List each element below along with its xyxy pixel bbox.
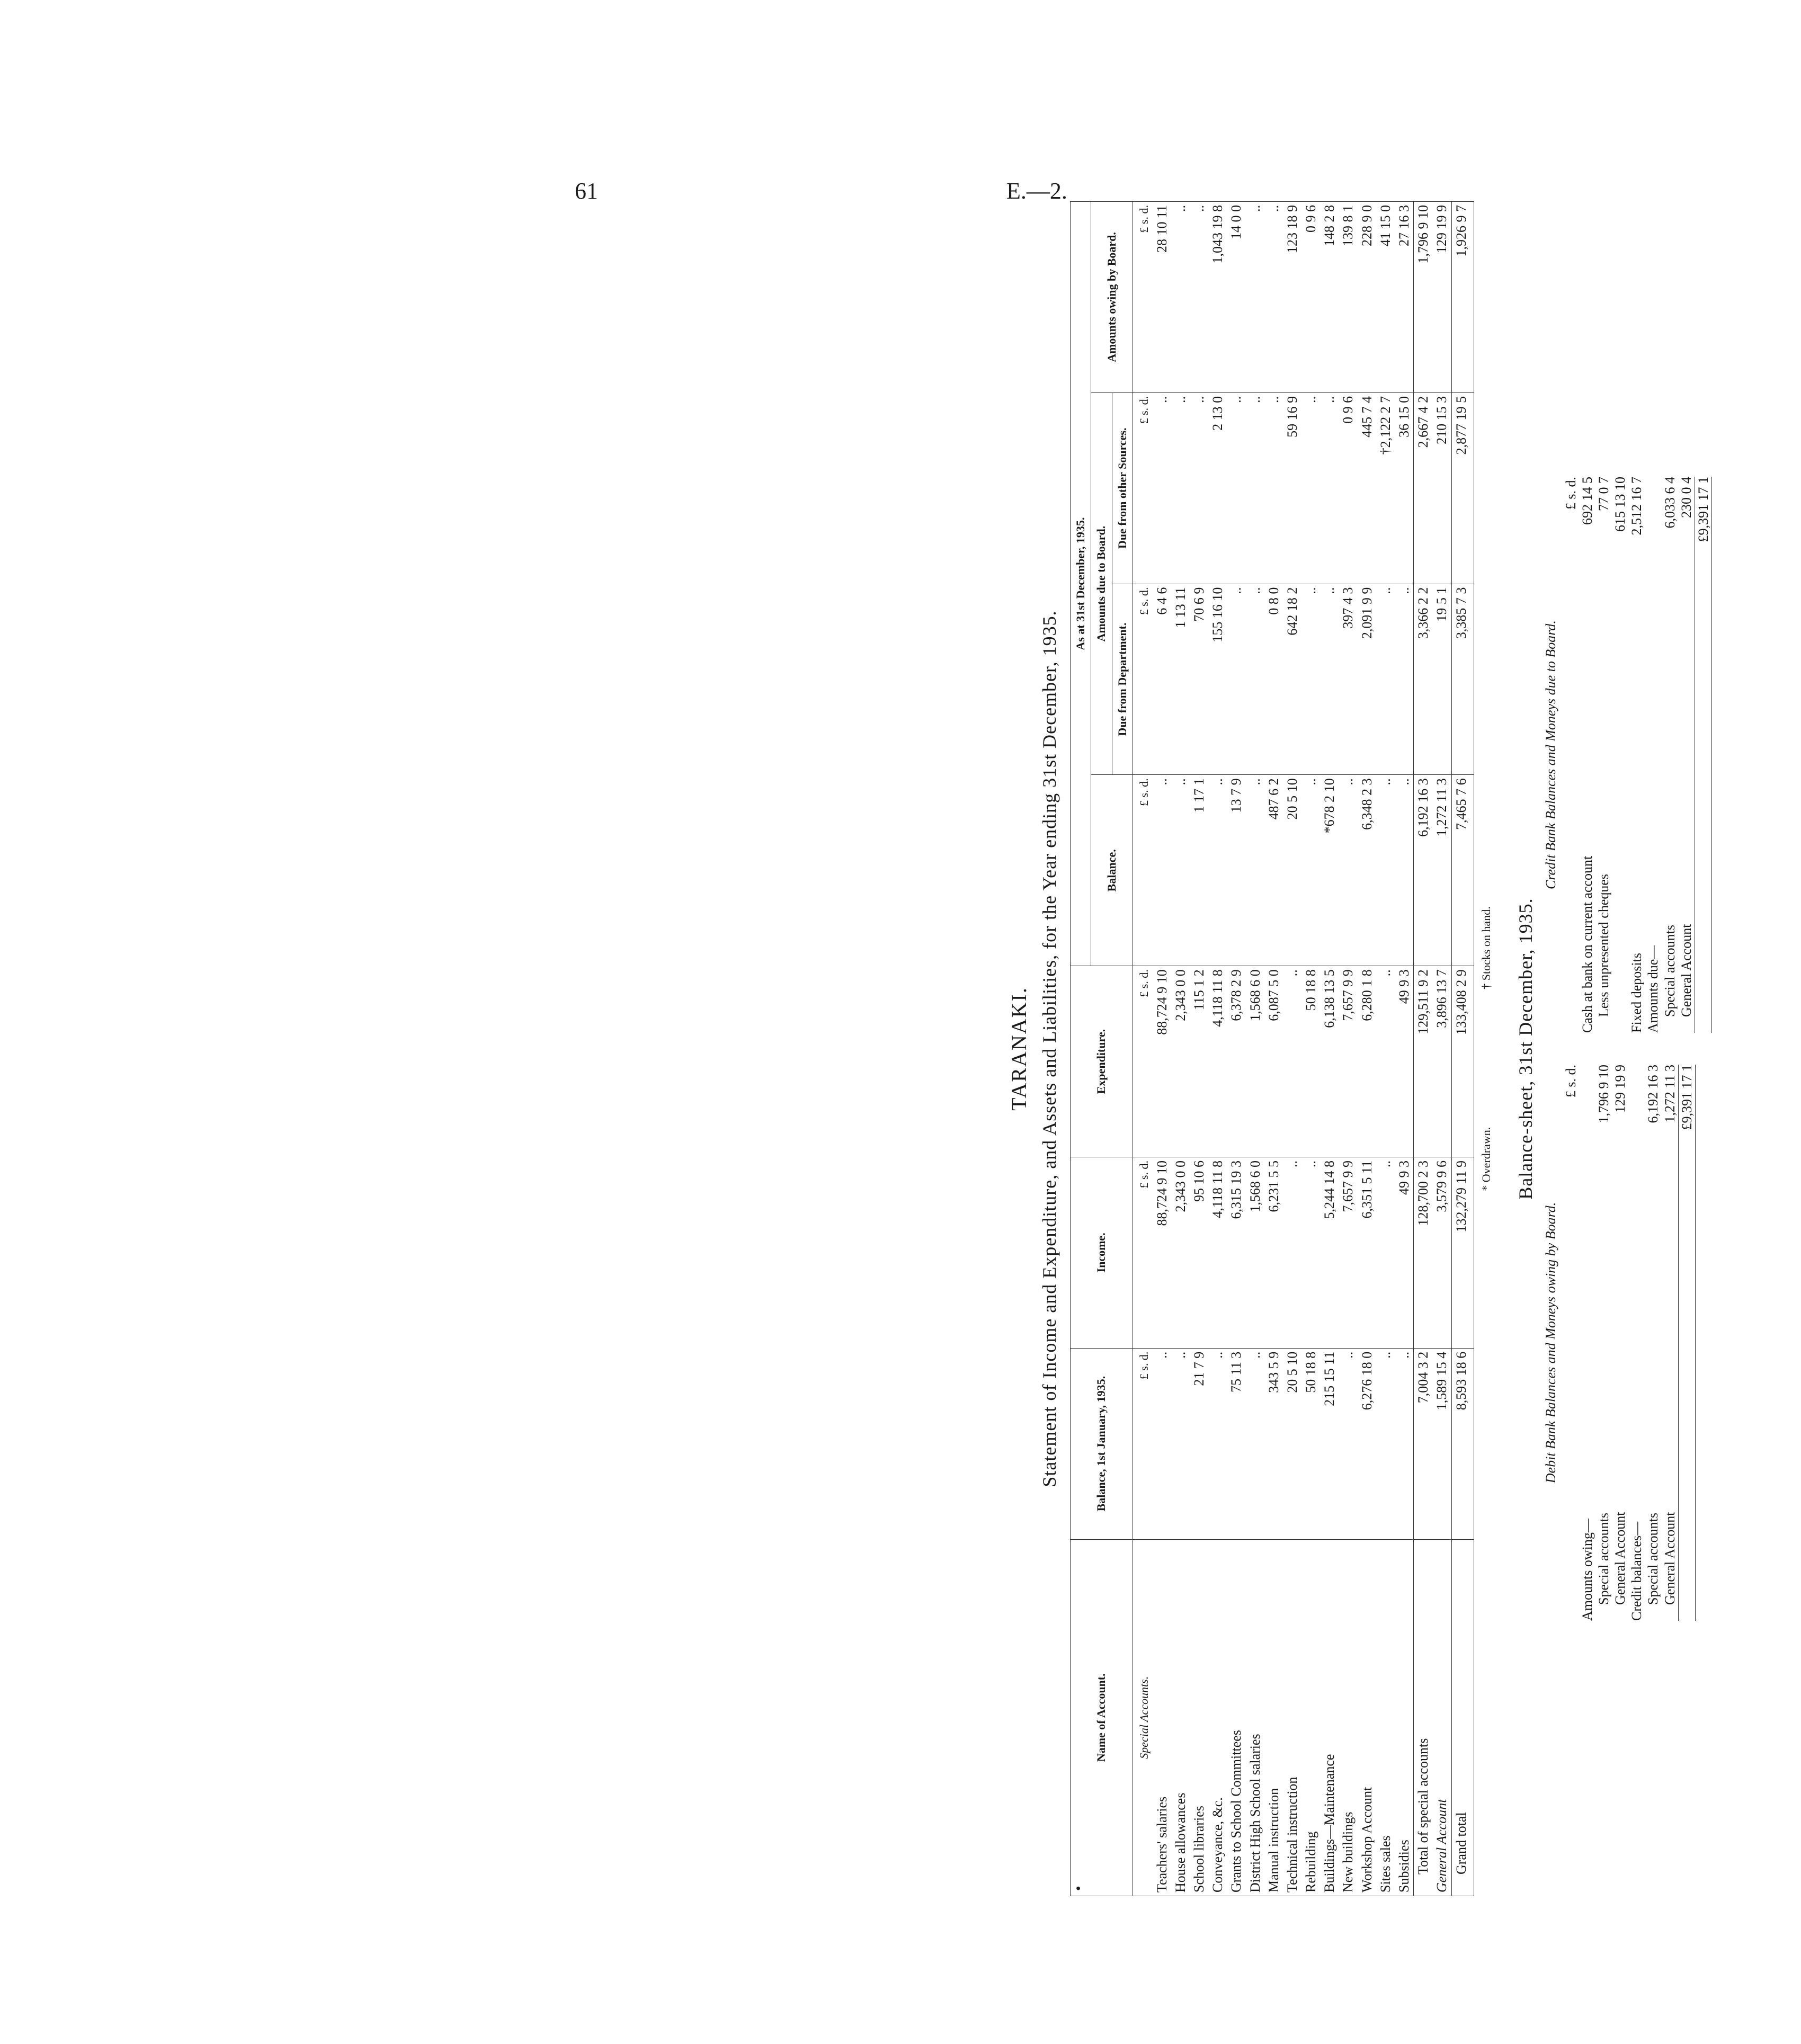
unit-label: £ s. d. [1133,1157,1153,1348]
col-expenditure-header: Expenditure. [1071,966,1133,1157]
account-name: School libraries [1190,1539,1208,1896]
cell-inc: 128,700 2 3 [1414,1157,1433,1348]
balance-line-value: 6,033 6 4 [1662,477,1678,529]
balance-line-label: Cash at bank on current account [1579,855,1595,1033]
balance-line-label: Less unpresented cheques [1595,873,1611,1017]
cell-balance: 1,272 11 3 [1432,775,1451,966]
account-name: Technical instruction [1283,1539,1301,1896]
cell-exp: 6,280 1 8 [1358,966,1376,1157]
cell-owing: .. [1264,202,1283,393]
balance-line [1662,1065,1678,1621]
balance-sheet-title: Balance-sheet, 31st December, 1935. [1515,898,1537,1200]
cell-owing: 123 18 9 [1283,202,1301,393]
account-name: New buildings [1339,1539,1357,1896]
cell-bal: 1,589 15 4 [1432,1348,1451,1539]
balance-line-label: General Account [1678,924,1694,1017]
cell-dept: 397 4 3 [1339,584,1357,775]
col-owing-header: Amounts owing by Board. [1091,202,1133,393]
balance-sheet [1543,201,1712,1896]
balance-line [1579,1065,1595,1621]
account-name: Teachers' salaries [1153,1539,1171,1896]
region-title: TARANAKI. [1007,987,1031,1111]
cell-dept: 3,366 2 2 [1414,584,1433,775]
balance-line [1612,1065,1628,1621]
units-row [1133,202,1153,1896]
balance-line-value [1645,477,1661,583]
cell-balance: 13 7 9 [1227,775,1245,966]
cell-balance: .. [1376,775,1395,966]
table-row [1227,202,1245,1896]
table-row [1208,202,1227,1896]
balance-line-value [1579,1065,1595,1171]
rotated-page-body [1006,201,1801,1896]
cell-balance: 6,348 2 3 [1358,775,1376,966]
cell-inc: 1,568 6 0 [1246,1157,1264,1348]
balance-line-value: 230 0 4 [1678,477,1694,518]
cell-inc: 7,657 9 9 [1339,1157,1357,1348]
balance-line [1628,477,1645,1033]
balance-line-value: 129 19 9 [1612,1065,1628,1113]
cell-inc: .. [1376,1157,1395,1348]
unit-label: £ s. d. [1133,584,1153,775]
balance-line [1645,1065,1661,1621]
cell-balance: 1 17 1 [1190,775,1208,966]
cell-dept: .. [1320,584,1339,775]
table-row [1376,202,1395,1896]
cell-owing: 0 9 6 [1301,202,1320,393]
footnote-overdrawn: * Overdrawn. [1479,1127,1493,1191]
balance-line-value [1628,1065,1645,1171]
cell-exp: 6,138 13 5 [1320,966,1339,1157]
cell-owing: 41 15 0 [1376,202,1395,393]
cell-exp: .. [1376,966,1395,1157]
table-row [1451,202,1474,1896]
table-row [1190,202,1208,1896]
balance-line [1612,477,1628,1033]
balance-line-value: 2,512 16 7 [1629,477,1645,535]
balance-line-value: 615 13 10 [1612,477,1628,532]
credit-total: £9,391 17 1 [1696,477,1711,542]
unit-label: £ s. d. [1133,202,1153,393]
cell-other: .. [1301,392,1320,584]
account-name: Workshop Account [1358,1539,1376,1896]
cell-other: .. [1246,392,1264,584]
cell-other: 2,877 19 5 [1451,392,1474,584]
cell-exp: 129,511 9 2 [1414,966,1433,1157]
balance-line-label: Amounts owing— [1579,1519,1595,1621]
table-row [1246,202,1264,1896]
statement-table [1070,201,1474,1896]
cell-owing: .. [1190,202,1208,393]
cell-bal: 7,004 3 2 [1414,1348,1433,1539]
cell-dept: 155 16 10 [1208,584,1227,775]
cell-other: 2,667 4 2 [1414,392,1433,584]
table-row [1358,202,1376,1896]
cell-owing: 14 0 0 [1227,202,1245,393]
balance-line [1595,1065,1612,1621]
cell-exp: 4,118 11 8 [1208,966,1227,1157]
cell-inc: 88,724 9 10 [1153,1157,1171,1348]
cell-dept: 2,091 9 9 [1358,584,1376,775]
cell-dept: 70 6 9 [1190,584,1208,775]
credit-title: Credit Bank Balances and Moneys due to Board. [1543,620,1559,889]
cell-other: .. [1320,392,1339,584]
col-other-header: Due from other Sources. [1112,392,1133,584]
cell-inc: 49 9 3 [1395,1157,1414,1348]
cell-owing: 1,796 9 10 [1414,202,1433,393]
cell-dept: 1 13 11 [1171,584,1190,775]
unit-label: £ s. d. [1133,775,1153,966]
unit-label: £ s. d. [1133,1348,1153,1539]
cell-exp: 115 1 2 [1190,966,1208,1157]
cell-exp: 133,408 2 9 [1451,966,1474,1157]
account-name: Total of special accounts [1414,1539,1433,1896]
cell-inc: 4,118 11 8 [1208,1157,1227,1348]
balance-line-label: Credit balances— [1629,1522,1645,1621]
cell-bal: 343 5 9 [1264,1348,1283,1539]
cell-bal: 6,276 18 0 [1358,1348,1376,1539]
cell-dept: 642 18 2 [1283,584,1301,775]
balance-line-value: 1,272 11 3 [1662,1065,1678,1123]
cell-owing: 148 2 8 [1320,202,1339,393]
cell-bal: 50 18 8 [1301,1348,1320,1539]
cell-other: 445 7 4 [1358,392,1376,584]
debit-title: Debit Bank Balances and Moneys owing by Board. [1543,1202,1559,1484]
cell-bal: 21 7 9 [1190,1348,1208,1539]
cell-balance: 20 5 10 [1283,775,1301,966]
col-dept-header: Due from Department. [1112,584,1133,775]
account-name: Grand total [1451,1539,1474,1896]
balance-line-label: Fixed deposits [1629,953,1645,1033]
cell-other: 2 13 0 [1208,392,1227,584]
bullet-mark: • [1071,1886,1087,1891]
balance-line-label: Special accounts [1662,925,1678,1017]
cell-other: .. [1153,392,1171,584]
cell-balance: 7,465 7 6 [1451,775,1474,966]
debit-units: £ s. d. [1563,1065,1579,1098]
cell-inc: 6,351 5 11 [1358,1157,1376,1348]
unit-label: £ s. d. [1133,392,1153,584]
cell-inc: 6,315 19 3 [1227,1157,1245,1348]
cell-inc: 5,244 14 8 [1320,1157,1339,1348]
cell-inc: .. [1283,1157,1301,1348]
cell-other: 36 15 0 [1395,392,1414,584]
cell-balance: .. [1153,775,1171,966]
col-balance-header: Balance. [1091,775,1133,966]
cell-bal: 215 15 11 [1320,1348,1339,1539]
account-name: Buildings—Maintenance [1320,1539,1339,1896]
cell-inc: 2,343 0 0 [1171,1157,1190,1348]
table-row [1301,202,1320,1896]
cell-balance: 6,192 16 3 [1414,775,1433,966]
table-row [1432,202,1451,1896]
balance-line-value: 6,192 16 3 [1645,1065,1661,1123]
balance-line [1678,477,1695,1033]
col-name-header: Name of Account. [1071,1539,1133,1896]
footnote-stocks: † Stocks on hand. [1479,906,1493,989]
cell-bal: 8,593 18 6 [1451,1348,1474,1539]
cell-exp: 3,896 13 7 [1432,966,1451,1157]
credit-column [1543,477,1712,1033]
cell-bal: 75 11 3 [1227,1348,1245,1539]
table-row [1320,202,1339,1896]
cell-dept: .. [1246,584,1264,775]
cell-exp: 6,378 2 9 [1227,966,1245,1157]
account-name: General Account [1432,1539,1451,1896]
cell-exp: .. [1283,966,1301,1157]
cell-dept: 0 8 0 [1264,584,1283,775]
balance-line [1662,477,1678,1033]
cell-inc: 132,279 11 9 [1451,1157,1474,1348]
balance-line [1595,477,1612,1033]
cell-bal: .. [1208,1348,1227,1539]
table-row [1171,202,1190,1896]
account-name: District High School salaries [1246,1539,1264,1896]
account-name: Grants to School Committees [1227,1539,1245,1896]
balance-line-value: 1,796 9 10 [1595,1065,1611,1123]
cell-owing: 1,043 19 8 [1208,202,1227,393]
cell-inc: 3,579 9 6 [1432,1157,1451,1348]
account-name: Sites sales [1376,1539,1395,1896]
cell-other: .. [1227,392,1245,584]
cell-other: 210 15 3 [1432,392,1451,584]
table-row [1264,202,1283,1896]
cell-other: .. [1171,392,1190,584]
cell-dept: .. [1395,584,1414,775]
cell-balance: .. [1171,775,1190,966]
cell-balance: .. [1301,775,1320,966]
table-row [1395,202,1414,1896]
balance-line-value: 692 14 5 [1579,477,1595,525]
cell-bal: .. [1153,1348,1171,1539]
col-due-to-board-header: Amounts due to Board. [1091,392,1112,775]
cell-bal: 20 5 10 [1283,1348,1301,1539]
cell-dept: 3,385 7 3 [1451,584,1474,775]
cell-exp: 6,087 5 0 [1264,966,1283,1157]
cell-other: .. [1264,392,1283,584]
debit-total: £9,391 17 1 [1679,1065,1695,1130]
cell-inc: .. [1301,1157,1320,1348]
cell-exp: 2,343 0 0 [1171,966,1190,1157]
cell-owing: 27 16 3 [1395,202,1414,393]
special-heading: Special Accounts. [1133,1539,1153,1896]
cell-dept: .. [1376,584,1395,775]
section-reference: E.—2. [1006,178,1067,204]
cell-bal: .. [1246,1348,1264,1539]
cell-bal: .. [1339,1348,1357,1539]
cell-exp: 49 9 3 [1395,966,1414,1157]
statement-title: Statement of Income and Expenditure, and Assets and Liabilities, for the Year ending 31st December, 1935. [1039,610,1060,1487]
cell-dept: 19 5 1 [1432,584,1451,775]
balance-line [1645,477,1661,1033]
col-balance-start-header: Balance, 1st January, 1935. [1071,1348,1133,1539]
cell-owing: .. [1171,202,1190,393]
cell-bal: .. [1376,1348,1395,1539]
cell-owing: 228 9 0 [1358,202,1376,393]
cell-owing: .. [1246,202,1264,393]
col-income-header: Income. [1071,1157,1133,1348]
cell-other: .. [1190,392,1208,584]
cell-balance: .. [1339,775,1357,966]
table-row [1414,202,1433,1896]
cell-owing: 129 19 9 [1432,202,1451,393]
debit-column [1543,1065,1712,1621]
table-row [1283,202,1301,1896]
balance-line [1628,1065,1645,1621]
cell-owing: 139 8 1 [1339,202,1357,393]
table-row [1153,202,1171,1896]
balance-line-value: 77 0 7 [1595,477,1611,511]
account-name: Rebuilding [1301,1539,1320,1896]
account-name: Conveyance, &c. [1208,1539,1227,1896]
cell-balance: .. [1395,775,1414,966]
cell-other: †2,122 2 7 [1376,392,1395,584]
cell-dept: 6 4 6 [1153,584,1171,775]
cell-balance: .. [1246,775,1264,966]
account-name: Subsidies [1395,1539,1414,1896]
cell-inc: 6,231 5 5 [1264,1157,1283,1348]
cell-balance: .. [1208,775,1227,966]
credit-units: £ s. d. [1563,477,1579,510]
balance-line-label: Amounts due— [1645,945,1661,1033]
balance-line-label: General Account [1612,1512,1628,1605]
account-name: Manual instruction [1264,1539,1283,1896]
account-name: House allowances [1171,1539,1190,1896]
page-number: 61 [575,178,598,204]
cell-inc: 95 10 6 [1190,1157,1208,1348]
cell-bal: .. [1171,1348,1190,1539]
cell-owing: 1,926 9 7 [1451,202,1474,393]
col-as-at-header: As at 31st December, 1935. [1071,202,1091,966]
cell-dept: .. [1301,584,1320,775]
cell-owing: 28 10 11 [1153,202,1171,393]
balance-line-label: Special accounts [1645,1513,1661,1605]
cell-exp: 88,724 9 10 [1153,966,1171,1157]
unit-label: £ s. d. [1133,966,1153,1157]
balance-line [1579,477,1595,1033]
cell-balance: 487 6 2 [1264,775,1283,966]
balance-line-label [1612,583,1628,1033]
balance-line-label: General Account [1662,1512,1678,1605]
cell-bal: .. [1395,1348,1414,1539]
cell-other: 0 9 6 [1339,392,1357,584]
cell-exp: 50 18 8 [1301,966,1320,1157]
balance-line-label: Special accounts [1595,1513,1611,1605]
cell-balance: *678 2 10 [1320,775,1339,966]
cell-other: 59 16 9 [1283,392,1301,584]
table-row [1339,202,1357,1896]
cell-exp: 7,657 9 9 [1339,966,1357,1157]
cell-exp: 1,568 6 0 [1246,966,1264,1157]
cell-dept: .. [1227,584,1245,775]
footnotes [1479,201,1493,1896]
